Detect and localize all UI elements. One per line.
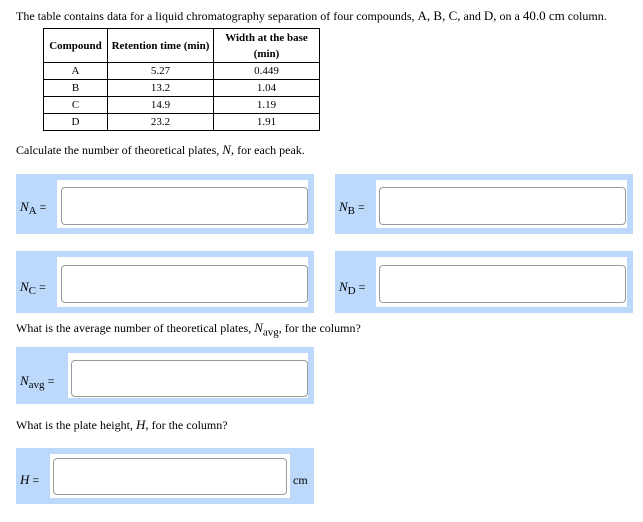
header-retention-time: Retention time (min) bbox=[108, 29, 214, 63]
na-label bbox=[20, 199, 46, 217]
navg-label bbox=[20, 373, 54, 391]
q3-lead: What is the plate height, bbox=[16, 418, 133, 432]
nd-input[interactable] bbox=[379, 265, 626, 303]
cell-retention: 23.2 bbox=[108, 114, 214, 131]
cell-width: 1.19 bbox=[214, 97, 320, 114]
navg-sub: avg bbox=[28, 379, 45, 391]
nc-input[interactable] bbox=[61, 265, 308, 303]
q1-lead: Calculate the number of theoretical plates, bbox=[16, 143, 220, 157]
panel-right-edge bbox=[627, 180, 633, 228]
h-unit: cm bbox=[293, 473, 308, 487]
intro-and: and bbox=[463, 9, 481, 23]
q2-tail: , for the column? bbox=[278, 321, 361, 335]
intro-lead: The table contains data for a liquid chromatography separation of four compounds, bbox=[16, 9, 415, 23]
table-row bbox=[44, 80, 320, 97]
table-header-row bbox=[44, 29, 320, 63]
panel-bottom-strip bbox=[335, 228, 633, 234]
nb-label bbox=[339, 199, 365, 217]
na-var: N bbox=[20, 199, 29, 214]
intro-column-length: 40.0 cm bbox=[522, 8, 565, 23]
data-table bbox=[43, 28, 320, 131]
question-plate-height bbox=[16, 417, 228, 433]
panel-bottom-strip bbox=[16, 307, 314, 313]
cell-width: 1.91 bbox=[214, 114, 320, 131]
cell-compound: B bbox=[44, 80, 108, 97]
cell-retention: 14.9 bbox=[108, 97, 214, 114]
panel-bottom-strip bbox=[16, 228, 314, 234]
intro-compounds: A, B, C, bbox=[417, 8, 461, 23]
intro-on-a: on a bbox=[499, 9, 520, 23]
cell-retention: 13.2 bbox=[108, 80, 214, 97]
na-sub: A bbox=[28, 205, 37, 217]
h-var: H bbox=[20, 472, 30, 487]
question-plates-each-peak bbox=[16, 142, 305, 158]
q2-variable: N bbox=[254, 320, 263, 335]
panel-top-strip bbox=[16, 174, 314, 180]
nc-label bbox=[20, 279, 46, 297]
h-label bbox=[20, 472, 39, 488]
nb-equals: = bbox=[358, 200, 365, 214]
nd-var: N bbox=[339, 279, 348, 294]
intro-text bbox=[16, 8, 607, 24]
intro-last-compound: D, bbox=[483, 8, 497, 23]
intro-column-word: column. bbox=[567, 9, 607, 23]
q1-variable: N, bbox=[222, 142, 235, 157]
navg-input[interactable] bbox=[71, 360, 308, 397]
panel-top-strip bbox=[335, 174, 633, 180]
panel-top-strip bbox=[335, 251, 633, 257]
cell-retention: 5.27 bbox=[108, 63, 214, 80]
cell-compound: C bbox=[44, 97, 108, 114]
nd-equals: = bbox=[358, 280, 366, 294]
q3-tail: for the column? bbox=[151, 418, 228, 432]
navg-equals: = bbox=[47, 374, 55, 388]
panel-right-edge bbox=[308, 180, 314, 228]
nd-sub: D bbox=[347, 285, 356, 297]
panel-bottom-strip bbox=[335, 307, 633, 313]
nd-label bbox=[339, 279, 365, 297]
table-row bbox=[44, 63, 320, 80]
q2-lead: What is the average number of theoretical plates, bbox=[16, 321, 252, 335]
na-equals: = bbox=[39, 200, 47, 214]
panel-right-edge bbox=[308, 353, 314, 398]
q2-subscript: avg bbox=[262, 326, 279, 339]
cell-compound: D bbox=[44, 114, 108, 131]
nc-equals: = bbox=[39, 280, 46, 294]
panel-bottom-strip bbox=[16, 498, 314, 504]
na-input[interactable] bbox=[61, 187, 308, 225]
q1-tail: for each peak. bbox=[237, 143, 305, 157]
nb-sub: B bbox=[347, 205, 356, 217]
q3-variable: H, bbox=[135, 417, 149, 432]
header-width: Width at the base (min) bbox=[214, 29, 320, 63]
panel-right-edge bbox=[308, 257, 314, 307]
table-row bbox=[44, 97, 320, 114]
cell-width: 1.04 bbox=[214, 80, 320, 97]
nb-input[interactable] bbox=[379, 187, 626, 225]
panel-top-strip bbox=[16, 251, 314, 257]
panel-top-strip bbox=[16, 448, 314, 454]
nc-sub: C bbox=[28, 285, 37, 297]
cell-width: 0.449 bbox=[214, 63, 320, 80]
panel-right-edge bbox=[627, 257, 633, 307]
nb-var: N bbox=[339, 199, 348, 214]
nc-var: N bbox=[20, 279, 29, 294]
h-input[interactable] bbox=[53, 458, 287, 495]
panel-bottom-strip bbox=[16, 398, 314, 404]
table-row bbox=[44, 114, 320, 131]
h-equals: = bbox=[32, 473, 40, 487]
header-compound: Compound bbox=[44, 29, 108, 63]
question-average-plates bbox=[16, 320, 361, 338]
navg-var: N bbox=[20, 373, 29, 388]
cell-compound: A bbox=[44, 63, 108, 80]
